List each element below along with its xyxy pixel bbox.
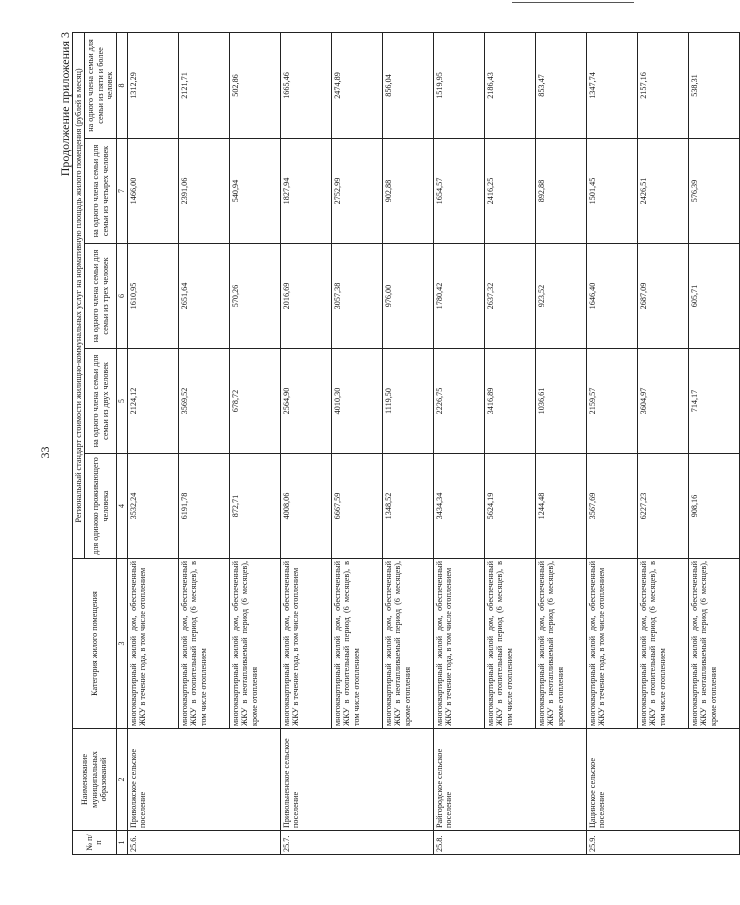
value-cell: 2474,89	[331, 32, 382, 138]
value-cell: 3434,34	[433, 454, 484, 559]
value-cell: 3604,97	[637, 349, 688, 454]
value-cell: 3532,24	[127, 454, 178, 559]
value-cell: 2157,16	[637, 32, 688, 138]
table-row	[280, 32, 331, 854]
table-row	[127, 32, 178, 854]
value-cell: 1646,40	[586, 244, 637, 349]
header-single-person: для одиноко проживающего человека	[85, 454, 116, 559]
category-cell: многоквартирный жилой дом, обеспеченный ЖКУ в течение года, в том числе отоплением	[586, 559, 637, 729]
column-number: 2	[116, 729, 127, 831]
value-cell: 2637,32	[484, 244, 535, 349]
value-cell: 1244,48	[535, 454, 586, 559]
value-cell: 4008,06	[280, 454, 331, 559]
value-cell: 502,86	[229, 32, 280, 138]
category-cell: многоквартирный жилой дом, обеспеченный ЖКУ в течение года, в том числе отоплением	[433, 559, 484, 729]
value-cell: 1036,61	[535, 349, 586, 454]
value-cell: 678,72	[229, 349, 280, 454]
value-cell: 540,94	[229, 139, 280, 244]
value-cell: 908,16	[688, 454, 739, 559]
column-number: 1	[116, 831, 127, 855]
value-cell: 1610,95	[127, 244, 178, 349]
value-cell: 923,52	[535, 244, 586, 349]
value-cell: 570,26	[229, 244, 280, 349]
value-cell: 3416,89	[484, 349, 535, 454]
category-cell: многоквартирный жилой дом, обеспеченный ЖКУ в течение года, в том числе отоплением	[280, 559, 331, 729]
category-cell: многоквартирный жилой дом, обеспеченный ЖКУ в отопительный период (6 месяцев), в том числе отоплением	[331, 559, 382, 729]
category-cell: многоквартирный жилой дом, обеспеченный ЖКУ в неотапливаемый период (6 месяцев), кроме отопления	[688, 559, 739, 729]
value-cell: 1827,94	[280, 139, 331, 244]
municipality-name: Приволжское сельское поселение	[127, 729, 280, 831]
category-cell: многоквартирный жилой дом, обеспеченный ЖКУ в отопительный период (6 месяцев), в том числе отоплением	[484, 559, 535, 729]
value-cell: 2016,69	[280, 244, 331, 349]
header-family-five-plus: на одного члена семьи для семьи из пяти и более человек	[85, 32, 116, 138]
value-cell: 2687,09	[637, 244, 688, 349]
value-cell: 1654,57	[433, 139, 484, 244]
value-cell: 1347,74	[586, 32, 637, 138]
page-number: 33	[38, 446, 52, 459]
value-cell: 3057,38	[331, 244, 382, 349]
value-cell: 3567,69	[586, 454, 637, 559]
value-cell: 2121,71	[178, 32, 229, 138]
value-cell: 2391,06	[178, 139, 229, 244]
value-cell: 6191,78	[178, 454, 229, 559]
column-number: 4	[116, 454, 127, 559]
value-cell: 576,39	[688, 139, 739, 244]
value-cell: 976,00	[382, 244, 433, 349]
value-cell: 1780,42	[433, 244, 484, 349]
header-family-two: на одного члена семьи для семьи из двух человек	[85, 349, 116, 454]
header-family-three: на одного члена семьи для семьи из трех человек	[85, 244, 116, 349]
value-cell: 1501,45	[586, 139, 637, 244]
value-cell: 5624,19	[484, 454, 535, 559]
header-municipality: Наименование муниципальных образований	[73, 729, 117, 831]
value-cell: 4010,30	[331, 349, 382, 454]
value-cell: 2564,90	[280, 349, 331, 454]
header-category: Категория жилого помещения	[73, 559, 117, 729]
municipality-name: Райгородское сельское поселение	[433, 729, 586, 831]
value-cell: 605,71	[688, 244, 739, 349]
municipality-name: Привольненское сельское поселение	[280, 729, 433, 831]
value-cell: 2124,12	[127, 349, 178, 454]
housing-standard-table	[72, 32, 740, 855]
value-cell: 1519,95	[433, 32, 484, 138]
column-number: 3	[116, 559, 127, 729]
category-cell: многоквартирный жилой дом, обеспеченный ЖКУ в течение года, в том числе отоплением	[127, 559, 178, 729]
value-cell: 6227,23	[637, 454, 688, 559]
header-no: № п/п	[73, 831, 117, 855]
value-cell: 1665,46	[280, 32, 331, 138]
row-number: 25.7.	[280, 831, 433, 855]
value-cell: 856,04	[382, 32, 433, 138]
value-cell: 902,88	[382, 139, 433, 244]
value-cell: 1312,29	[127, 32, 178, 138]
column-number: 8	[116, 32, 127, 138]
municipality-name: Цацинское сельское поселение	[586, 729, 739, 831]
appendix-label: Продолжение приложения 3	[58, 32, 72, 177]
table-row	[433, 32, 484, 854]
value-cell: 1466,00	[127, 139, 178, 244]
category-cell: многоквартирный жилой дом, обеспеченный ЖКУ в неотапливаемый период (6 месяцев), кроме отопления	[535, 559, 586, 729]
value-cell: 714,17	[688, 349, 739, 454]
row-number: 25.6.	[127, 831, 280, 855]
value-cell: 892,88	[535, 139, 586, 244]
value-cell: 872,71	[229, 454, 280, 559]
value-cell: 2416,25	[484, 139, 535, 244]
category-cell: многоквартирный жилой дом, обеспеченный ЖКУ в неотапливаемый период (6 месяцев), кроме отопления	[229, 559, 280, 729]
value-cell: 2426,51	[637, 139, 688, 244]
column-number: 7	[116, 139, 127, 244]
value-cell: 1119,50	[382, 349, 433, 454]
category-cell: многоквартирный жилой дом, обеспеченный ЖКУ в отопительный период (6 месяцев), в том числе отоплением	[637, 559, 688, 729]
value-cell: 1348,52	[382, 454, 433, 559]
value-cell: 853,47	[535, 32, 586, 138]
category-cell: многоквартирный жилой дом, обеспеченный ЖКУ в неотапливаемый период (6 месяцев), кроме отопления	[382, 559, 433, 729]
value-cell: 3569,52	[178, 349, 229, 454]
value-cell: 538,31	[688, 32, 739, 138]
value-cell: 6667,59	[331, 454, 382, 559]
column-number: 6	[116, 244, 127, 349]
value-cell: 2226,75	[433, 349, 484, 454]
row-number: 25.9.	[586, 831, 739, 855]
table-row	[586, 32, 637, 854]
value-cell: 2159,57	[586, 349, 637, 454]
category-cell: многоквартирный жилой дом, обеспеченный ЖКУ в отопительный период (6 месяцев), в том числе отоплением	[178, 559, 229, 729]
row-number: 25.8.	[433, 831, 586, 855]
header-family-four: на одного члена семьи для семьи из четырех человек	[85, 139, 116, 244]
value-cell: 2752,99	[331, 139, 382, 244]
value-cell: 2651,64	[178, 244, 229, 349]
header-standard-title: Региональный стандарт стоимости жилищно-коммунальных услуг на нормативную площадь жилого помещения (рублей в месяц)	[73, 32, 85, 558]
value-cell: 2186,43	[484, 32, 535, 138]
column-number: 5	[116, 349, 127, 454]
